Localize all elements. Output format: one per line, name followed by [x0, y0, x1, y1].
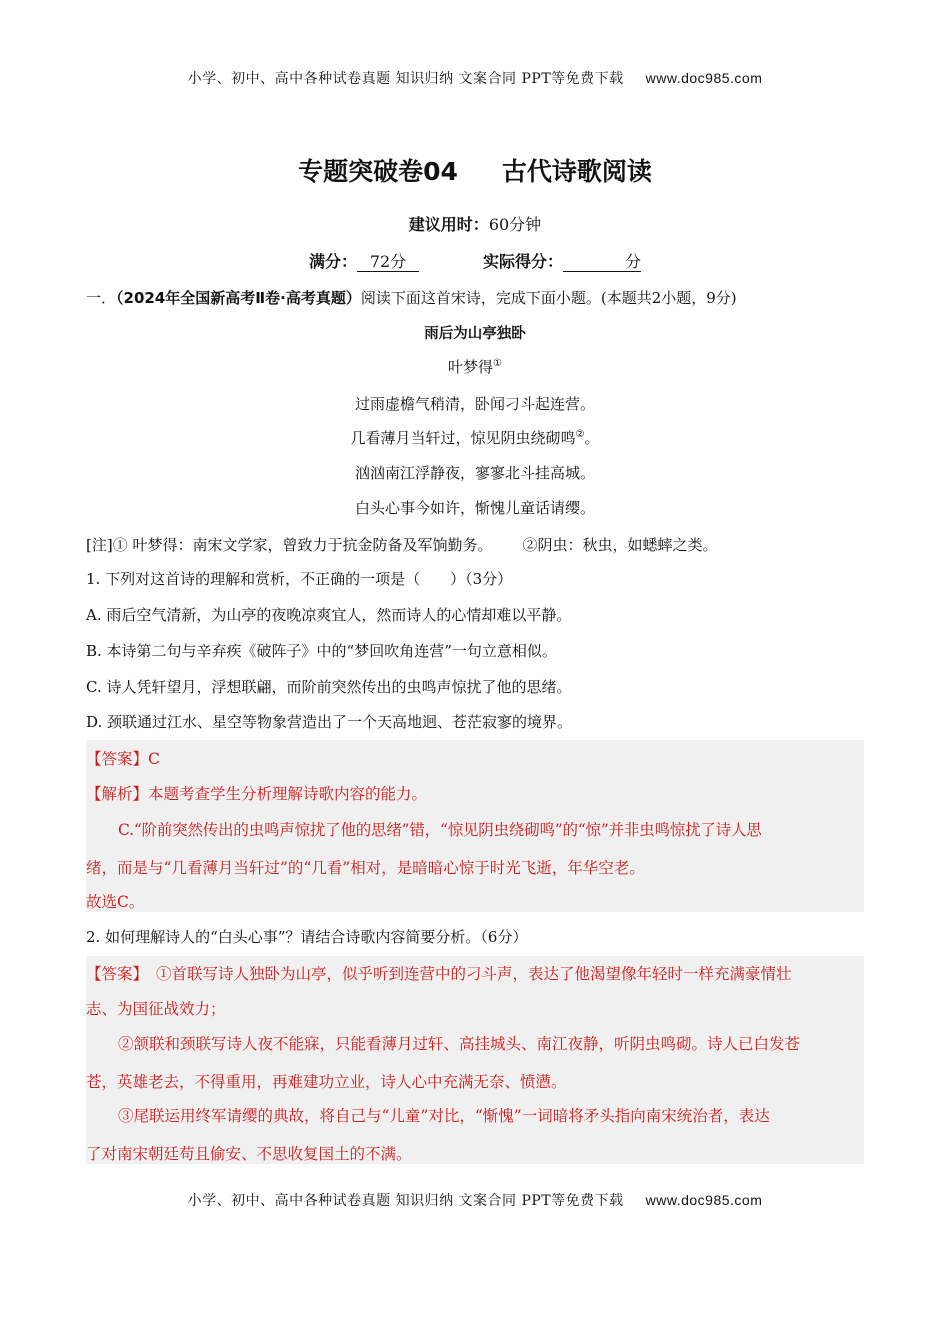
page-header	[0, 68, 950, 88]
q1-answer-label: 【答案】	[86, 750, 149, 768]
q1-analysis-text: 本题考查学生分析理解诗歌内容的能力。	[148, 785, 428, 803]
full-score-value: 72分	[357, 253, 419, 272]
actual-score-blank[interactable]: 分	[563, 253, 641, 272]
q1-answer-value: C	[148, 750, 160, 768]
poem-author	[0, 356, 950, 377]
title-part1: 专题突破卷04	[298, 157, 458, 186]
poem-author-name: 叶梦得	[448, 358, 494, 376]
poem-title: 雨后为山亭独卧	[424, 326, 526, 342]
q1-answer	[86, 747, 864, 769]
q2-answer-line-1	[86, 962, 864, 984]
q2-answer-line-6: 了对南宋朝廷苟且偷安、不思收复国土的不满。	[86, 1145, 412, 1163]
q2-answer-line-5: ③尾联运用终军请缨的典故，将自己与“儿童”对比，“惭愧”一词暗将矛头指向南宋统治者，表达	[118, 1107, 770, 1125]
poem-line-2-end: 。	[584, 429, 600, 447]
header-url-link[interactable]: www.doc985.com	[645, 70, 763, 86]
section-instruction: 阅读下面这首宋诗，完成下面小题。(本题共2小题，9分)	[360, 289, 737, 307]
page-title	[0, 152, 950, 188]
q1-option-a: A. 雨后空气清新，为山亭的夜晚凉爽宜人，然而诗人的心情却难以平静。	[86, 606, 572, 624]
q2-answer-line-4: 苍，英雄老去，不得重用，再难建功立业，诗人心中充满无奈、愤懑。	[86, 1073, 567, 1091]
q1-option-c: C. 诗人凭轩望月，浮想联翩，而阶前突然传出的虫鸣声惊扰了他的思绪。	[86, 678, 572, 696]
q1-conclusion: 故选C。	[86, 893, 145, 911]
q1-option-d: D. 颈联通过江水、星空等物象营造出了一个天高地迥、苍茫寂寥的境界。	[86, 713, 573, 731]
header-text: 小学、初中、高中各种试卷真题 知识归纳 文案合同 PPT等免费下载	[187, 71, 624, 87]
suggested-time	[0, 212, 950, 235]
q2-stem: 2. 如何理解诗人的“白头心事”？请结合诗歌内容简要分析。（6分）	[86, 928, 528, 946]
footer-url-link[interactable]: www.doc985.com	[645, 1192, 763, 1208]
note-1: [注]① 叶梦得：南宋文学家，曾致力于抗金防备及军饷勤务。	[86, 536, 493, 554]
poem-line-1: 过雨虚檐气稍清，卧闻刁斗起连营。	[354, 395, 595, 413]
q2-answer-box	[86, 956, 864, 1164]
time-value: 60分钟	[488, 215, 542, 234]
actual-score-label: 实际得分：	[483, 252, 564, 271]
q2-answer-label: 【答案】	[86, 965, 149, 983]
section-prefix: 一．	[86, 289, 117, 307]
q1-analysis-line-1: C.“阶前突然传出的虫鸣声惊扰了他的思绪”错，“惊见阴虫绕砌鸣”的“惊”并非虫鸣惊扰了诗人思	[118, 821, 762, 839]
q2-answer-line-2: 志、为国征战效力；	[86, 1000, 226, 1018]
q1-analysis-label: 【解析】	[86, 785, 149, 803]
time-label: 建议用时：	[408, 215, 489, 234]
q1-analysis	[86, 782, 864, 804]
q1-option-b: B. 本诗第二句与辛弃疾《破阵子》中的“梦回吹角连营”一句立意相似。	[86, 642, 557, 660]
poem-line-2-note-mark: ②	[575, 429, 585, 440]
section-source: （2024年全国新高考Ⅱ卷·高考真题）	[116, 289, 361, 307]
poem-line-4: 白头心事今如许，惭愧儿童话请缨。	[354, 499, 595, 517]
poem-author-note-mark: ①	[493, 358, 502, 369]
poem-line-3: 汹汹南江浮静夜，寥寥北斗挂高城。	[354, 464, 595, 482]
section-heading	[86, 287, 864, 308]
q2-answer-line-3: ②颔联和颈联写诗人夜不能寐，只能看薄月过轩、高挂城头、南江夜静，听阴虫鸣砌。诗人已白发苍	[118, 1035, 801, 1053]
page-footer	[0, 1190, 950, 1210]
full-score-label: 满分：	[308, 252, 357, 271]
poem-line-2	[0, 427, 950, 448]
score-line	[0, 249, 950, 272]
poem-notes	[86, 534, 864, 555]
note-2: ②阴虫：秋虫，如蟋蟀之类。	[522, 536, 718, 554]
q1-analysis-line-2: 绪，而是与“几看薄月当轩过”的“几看”相对，是暗暗心惊于时光飞逝，年华空老。	[86, 859, 645, 877]
poem-line-2-text: 几看薄月当轩过，惊见阴虫绕砌鸣	[350, 429, 576, 447]
footer-text: 小学、初中、高中各种试卷真题 知识归纳 文案合同 PPT等免费下载	[187, 1193, 624, 1209]
q2-answer-text-1: ①首联写诗人独卧为山亭，似乎听到连营中的刁斗声，表达了他渴望像年轻时一样充满豪情壮	[156, 965, 792, 983]
q1-stem: 1. 下列对这首诗的理解和赏析，不正确的一项是（ ）（3分）	[86, 570, 513, 588]
title-part2: 古代诗歌阅读	[501, 157, 652, 186]
